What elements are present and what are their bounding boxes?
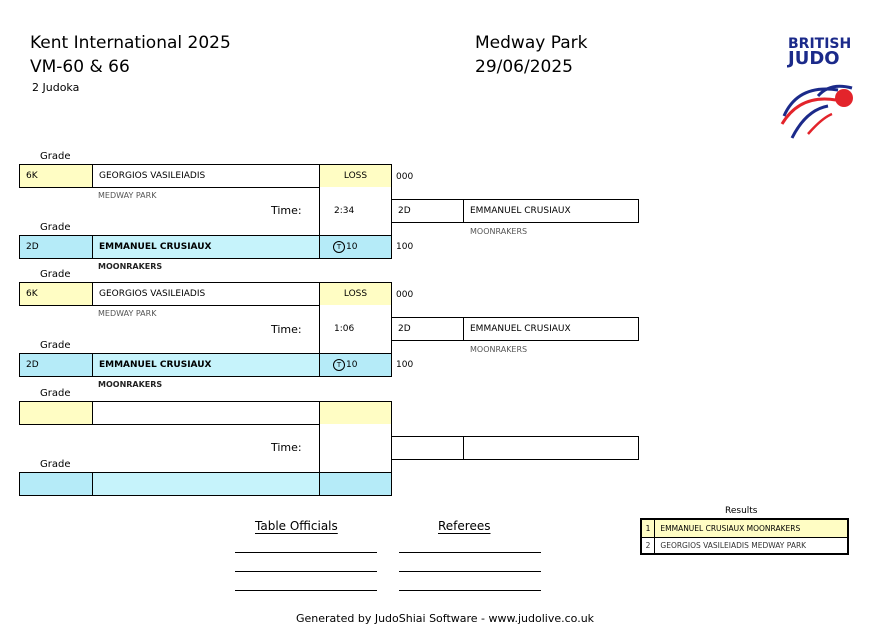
category-title: VM-60 & 66: [30, 57, 130, 77]
blue-score-val: 10: [346, 360, 358, 370]
logo-text-judo: JUDO: [788, 48, 840, 69]
judoka-count: 2 Judoka: [32, 81, 80, 94]
british-judo-logo: [778, 34, 862, 142]
results-place: 2: [642, 538, 655, 553]
tournament-title: Kent International 2025: [30, 33, 231, 53]
results-place: 1: [642, 520, 655, 537]
results-title: Results: [725, 506, 758, 516]
match-time: 1:06: [334, 324, 355, 334]
white-result: LOSS: [319, 164, 392, 188]
blue-club: MOONRAKERS: [98, 262, 163, 271]
blue-score-empty: [319, 472, 392, 496]
winner-name-empty: [463, 436, 639, 460]
results-row-2: [642, 538, 847, 553]
time-label: Time:: [271, 323, 302, 336]
white-name: GEORGIOS VASILEIADIS: [92, 164, 320, 188]
grade-label: Grade: [40, 459, 71, 470]
white-score: 000: [396, 172, 414, 182]
footer-text: Generated by JudoShiai Software - www.judolive.co.uk: [296, 612, 595, 625]
time-box: [319, 305, 392, 354]
blue-grade: 2D: [19, 235, 93, 259]
blue-score-val: 10: [346, 242, 358, 252]
results-text: GEORGIOS VASILEIADIS MEDWAY PARK: [660, 541, 807, 550]
winner-grade: 2D: [391, 199, 464, 223]
white-result: LOSS: [319, 282, 392, 306]
date: 29/06/2025: [475, 57, 573, 77]
results-row-1: [642, 520, 847, 538]
grade-label: Grade: [40, 222, 71, 233]
judo-figure-icon: [778, 34, 862, 142]
white-score: 000: [396, 290, 414, 300]
blue-score: 100: [396, 242, 414, 252]
signature-line: [399, 590, 541, 591]
blue-score-cell: [319, 235, 392, 259]
signature-line: [235, 590, 377, 591]
blue-club: MOONRAKERS: [98, 380, 163, 389]
blue-grade-empty: [19, 472, 93, 496]
table-officials-heading: Table Officials: [255, 519, 338, 533]
blue-name: EMMANUEL CRUSIAUX: [92, 353, 320, 377]
winner-grade: 2D: [391, 317, 464, 341]
white-name-empty: [92, 401, 320, 425]
winner-club: MOONRAKERS: [470, 227, 528, 236]
grade-label: Grade: [40, 388, 71, 399]
grade-label: Grade: [40, 151, 71, 162]
winner-name: EMMANUEL CRUSIAUX: [463, 317, 639, 341]
signature-line: [399, 571, 541, 572]
white-name: GEORGIOS VASILEIADIS: [92, 282, 320, 306]
results-table: [640, 518, 849, 555]
time-label: Time:: [271, 204, 302, 217]
winner-club: MOONRAKERS: [470, 345, 528, 354]
white-club: MEDWAY PARK: [98, 191, 157, 200]
white-grade: 6K: [19, 282, 93, 306]
time-label: Time:: [271, 441, 302, 454]
white-grade-empty: [19, 401, 93, 425]
blue-grade: 2D: [19, 353, 93, 377]
location: Medway Park: [475, 33, 588, 53]
white-grade: 6K: [19, 164, 93, 188]
match-time: 2:34: [334, 206, 355, 216]
time-box: [319, 424, 392, 473]
signature-line: [235, 552, 377, 553]
winner-name: EMMANUEL CRUSIAUX: [463, 199, 639, 223]
blue-name: EMMANUEL CRUSIAUX: [92, 235, 320, 259]
white-result-empty: [319, 401, 392, 425]
grade-label: Grade: [40, 340, 71, 351]
results-text: EMMANUEL CRUSIAUX MOONRAKERS: [660, 524, 801, 533]
blue-score-cell: [319, 353, 392, 377]
score-mark-icon: T: [333, 241, 345, 253]
signature-line: [399, 552, 541, 553]
winner-grade-empty: [391, 436, 464, 460]
logo-text-british: BRITISH: [788, 36, 852, 52]
white-club: MEDWAY PARK: [98, 309, 157, 318]
score-mark-icon: T: [333, 359, 345, 371]
blue-score: 100: [396, 360, 414, 370]
signature-line: [235, 571, 377, 572]
blue-name-empty: [92, 472, 320, 496]
time-box: [319, 187, 392, 236]
referees-heading: Referees: [438, 519, 491, 533]
grade-label: Grade: [40, 269, 71, 280]
